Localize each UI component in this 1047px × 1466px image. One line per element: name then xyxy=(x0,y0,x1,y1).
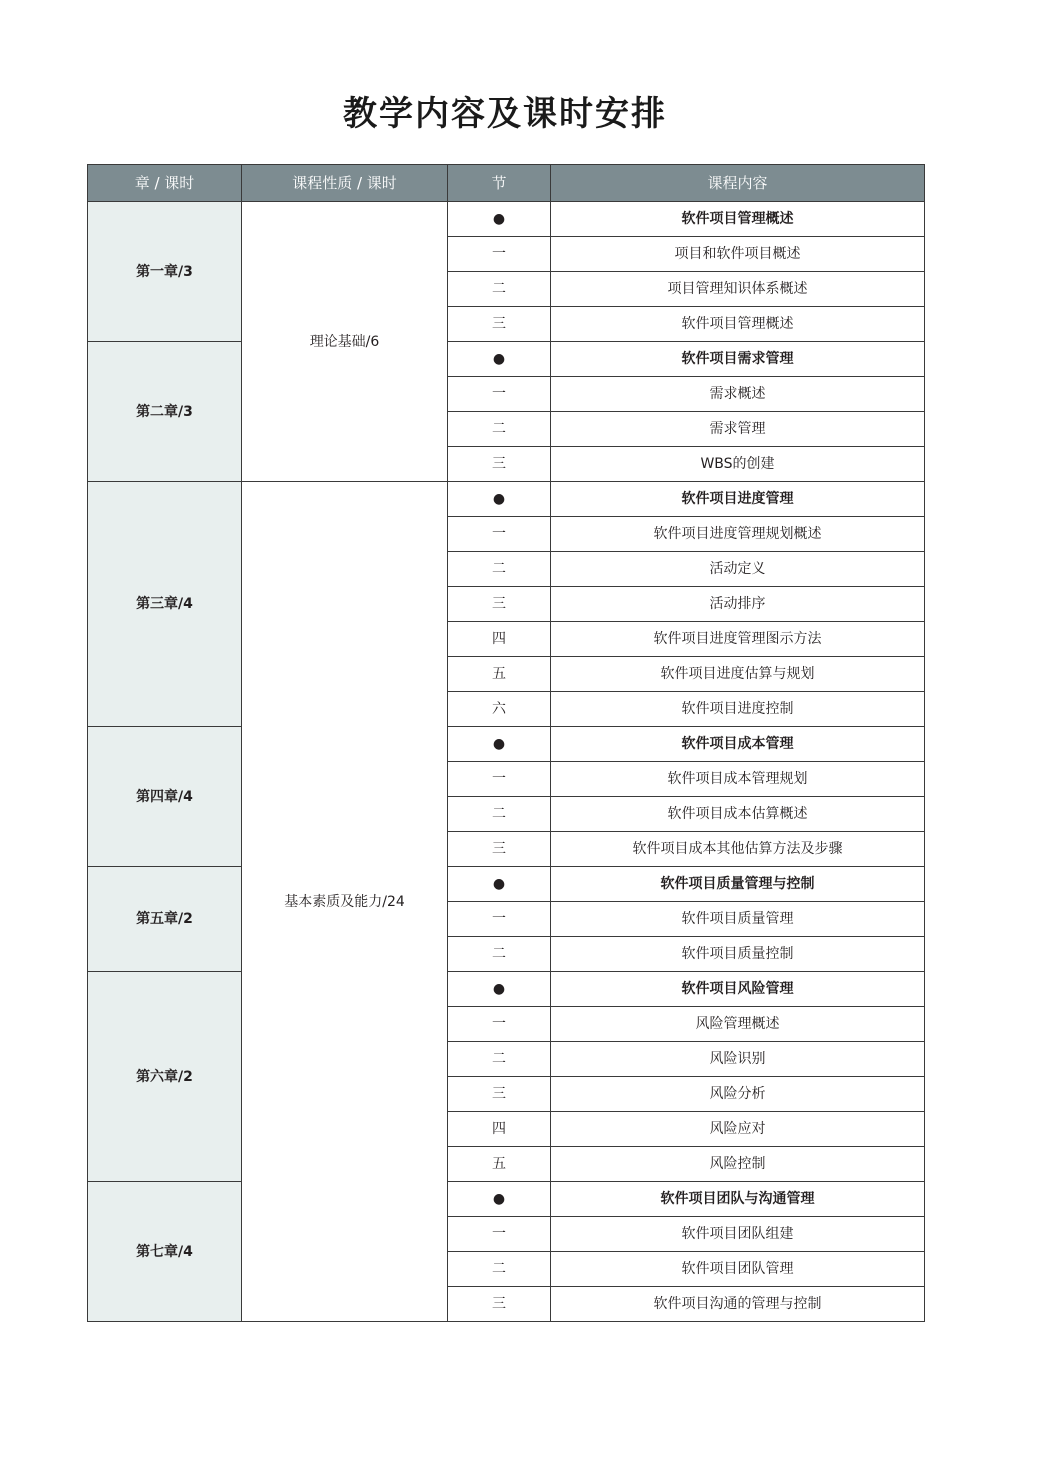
section-content-cell: WBS的创建 xyxy=(551,447,925,482)
section-content-cell: 软件项目质量管理 xyxy=(551,902,925,937)
table-row xyxy=(88,1182,925,1217)
section-number: 二 xyxy=(448,797,551,832)
course-nature-cell: 基本素质及能力/24 xyxy=(242,482,448,1322)
section-content-cell: 软件项目进度管理规划概述 xyxy=(551,517,925,552)
section-content-cell: 软件项目成本管理规划 xyxy=(551,762,925,797)
section-bullet: ● xyxy=(448,1182,551,1217)
section-content-cell: 软件项目团队组建 xyxy=(551,1217,925,1252)
section-number: 五 xyxy=(448,1147,551,1182)
course-schedule-table xyxy=(87,164,925,1322)
section-number: 三 xyxy=(448,1287,551,1322)
section-number: 三 xyxy=(448,1077,551,1112)
page-title: 教学内容及课时安排 xyxy=(343,94,667,134)
table-header-row xyxy=(88,165,925,202)
section-number: 二 xyxy=(448,552,551,587)
section-content-cell: 风险管理概述 xyxy=(551,1007,925,1042)
table-row xyxy=(88,972,925,1007)
section-number: 五 xyxy=(448,657,551,692)
section-content-cell: 需求概述 xyxy=(551,377,925,412)
section-number: 一 xyxy=(448,1007,551,1042)
section-content-cell: 软件项目沟通的管理与控制 xyxy=(551,1287,925,1322)
section-content-cell: 软件项目管理概述 xyxy=(551,307,925,342)
table-row xyxy=(88,867,925,902)
section-bullet: ● xyxy=(448,727,551,762)
chapter-topic-cell: 软件项目需求管理 xyxy=(551,342,925,377)
section-number: 一 xyxy=(448,517,551,552)
section-number: 三 xyxy=(448,307,551,342)
section-content-cell: 软件项目进度管理图示方法 xyxy=(551,622,925,657)
section-content-cell: 软件项目成本其他估算方法及步骤 xyxy=(551,832,925,867)
section-content-cell: 项目管理知识体系概述 xyxy=(551,272,925,307)
chapter-cell: 第一章/3 xyxy=(88,202,242,342)
table-row xyxy=(88,202,925,237)
section-number: 三 xyxy=(448,447,551,482)
section-content-cell: 软件项目团队管理 xyxy=(551,1252,925,1287)
chapter-cell: 第六章/2 xyxy=(88,972,242,1182)
chapter-cell: 第七章/4 xyxy=(88,1182,242,1322)
chapter-topic-cell: 软件项目风险管理 xyxy=(551,972,925,1007)
chapter-topic-cell: 软件项目团队与沟通管理 xyxy=(551,1182,925,1217)
table-row xyxy=(88,482,925,517)
table-row xyxy=(88,727,925,762)
chapter-topic-cell: 软件项目成本管理 xyxy=(551,727,925,762)
section-content-cell: 软件项目进度估算与规划 xyxy=(551,657,925,692)
section-number: 二 xyxy=(448,1252,551,1287)
header-section: 节 xyxy=(448,165,551,202)
header-content: 课程内容 xyxy=(551,165,925,202)
section-number: 一 xyxy=(448,902,551,937)
section-content-cell: 风险识别 xyxy=(551,1042,925,1077)
section-number: 二 xyxy=(448,272,551,307)
section-number: 四 xyxy=(448,622,551,657)
table-body xyxy=(88,202,925,1322)
section-number: 二 xyxy=(448,937,551,972)
section-content-cell: 活动定义 xyxy=(551,552,925,587)
section-number: 一 xyxy=(448,1217,551,1252)
chapter-cell: 第三章/4 xyxy=(88,482,242,727)
chapter-cell: 第二章/3 xyxy=(88,342,242,482)
table-row xyxy=(88,342,925,377)
section-bullet: ● xyxy=(448,202,551,237)
chapter-cell: 第四章/4 xyxy=(88,727,242,867)
section-number: 六 xyxy=(448,692,551,727)
chapter-topic-cell: 软件项目进度管理 xyxy=(551,482,925,517)
section-content-cell: 风险分析 xyxy=(551,1077,925,1112)
section-number: 三 xyxy=(448,832,551,867)
section-number: 三 xyxy=(448,587,551,622)
section-content-cell: 软件项目成本估算概述 xyxy=(551,797,925,832)
section-content-cell: 软件项目进度控制 xyxy=(551,692,925,727)
header-nature: 课程性质 / 课时 xyxy=(242,165,448,202)
section-bullet: ● xyxy=(448,972,551,1007)
section-number: 一 xyxy=(448,237,551,272)
header-chapter: 章 / 课时 xyxy=(88,165,242,202)
section-content-cell: 风险控制 xyxy=(551,1147,925,1182)
section-content-cell: 活动排序 xyxy=(551,587,925,622)
section-number: 二 xyxy=(448,1042,551,1077)
section-bullet: ● xyxy=(448,482,551,517)
section-content-cell: 需求管理 xyxy=(551,412,925,447)
chapter-topic-cell: 软件项目管理概述 xyxy=(551,202,925,237)
section-content-cell: 项目和软件项目概述 xyxy=(551,237,925,272)
chapter-cell: 第五章/2 xyxy=(88,867,242,972)
section-content-cell: 软件项目质量控制 xyxy=(551,937,925,972)
course-nature-cell: 理论基础/6 xyxy=(242,202,448,482)
section-number: 一 xyxy=(448,377,551,412)
section-bullet: ● xyxy=(448,342,551,377)
section-bullet: ● xyxy=(448,867,551,902)
section-content-cell: 风险应对 xyxy=(551,1112,925,1147)
section-number: 二 xyxy=(448,412,551,447)
section-number: 一 xyxy=(448,762,551,797)
section-number: 四 xyxy=(448,1112,551,1147)
chapter-topic-cell: 软件项目质量管理与控制 xyxy=(551,867,925,902)
